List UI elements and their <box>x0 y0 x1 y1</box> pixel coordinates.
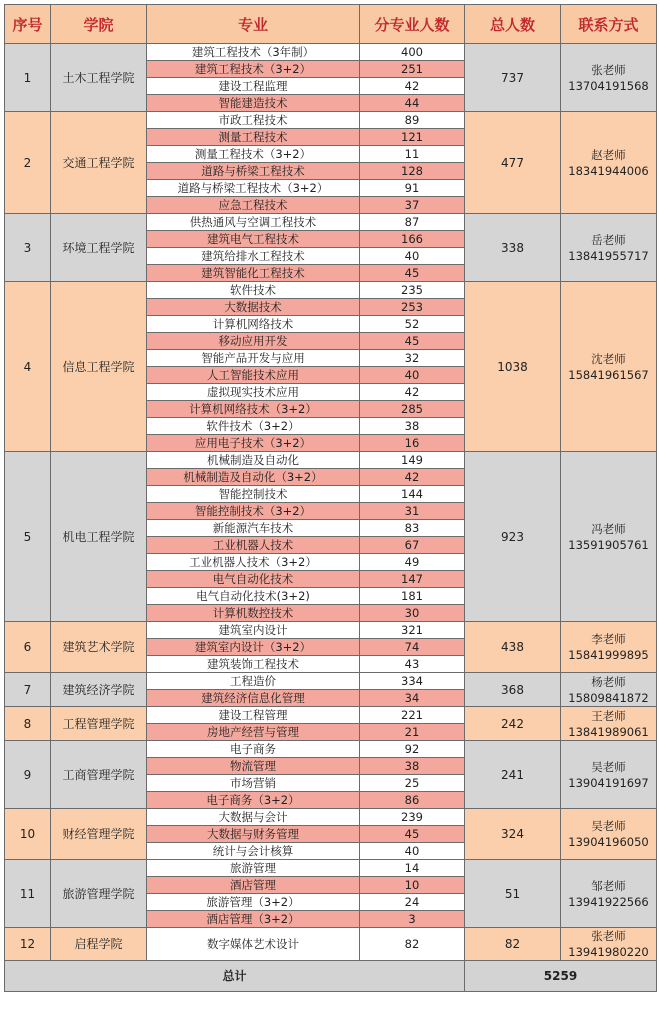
major-count-cell: 21 <box>360 724 465 741</box>
major-count-cell: 40 <box>360 843 465 860</box>
college-cell: 交通工程学院 <box>51 112 147 214</box>
college-cell: 工商管理学院 <box>51 741 147 809</box>
table-row <box>5 282 657 299</box>
header-contact: 联系方式 <box>561 5 657 44</box>
major-cell: 机械制造及自动化 <box>147 452 360 469</box>
table-row <box>5 622 657 639</box>
contact-teacher: 杨老师 <box>591 674 626 689</box>
major-cell: 建筑工程技术（3年制） <box>147 44 360 61</box>
major-cell: 工业机器人技术 <box>147 537 360 554</box>
major-count-cell: 42 <box>360 78 465 95</box>
major-count-cell: 82 <box>360 928 465 961</box>
major-count-cell: 253 <box>360 299 465 316</box>
major-count-cell: 10 <box>360 877 465 894</box>
major-count-cell: 40 <box>360 248 465 265</box>
header-row <box>5 5 657 44</box>
contact-phone: 18341944006 <box>568 163 649 178</box>
major-count-cell: 235 <box>360 282 465 299</box>
contact-cell <box>561 622 657 673</box>
major-count-cell: 38 <box>360 758 465 775</box>
total-count-cell: 324 <box>465 809 561 860</box>
seq-cell: 2 <box>5 112 51 214</box>
major-cell: 软件技术 <box>147 282 360 299</box>
college-cell: 建筑艺术学院 <box>51 622 147 673</box>
total-count-cell: 82 <box>465 928 561 961</box>
major-cell: 虚拟现实技术应用 <box>147 384 360 401</box>
major-cell: 计算机网络技术 <box>147 316 360 333</box>
total-count-cell: 477 <box>465 112 561 214</box>
major-count-cell: 52 <box>360 316 465 333</box>
major-count-cell: 128 <box>360 163 465 180</box>
major-cell: 智能控制技术 <box>147 486 360 503</box>
total-count-cell: 923 <box>465 452 561 622</box>
major-count-cell: 334 <box>360 673 465 690</box>
college-cell: 工程管理学院 <box>51 707 147 741</box>
total-count-cell: 241 <box>465 741 561 809</box>
contact-cell <box>561 809 657 860</box>
contact-cell <box>561 707 657 741</box>
header-major-count: 分专业人数 <box>360 5 465 44</box>
major-cell: 大数据与会计 <box>147 809 360 826</box>
header-major: 专业 <box>147 5 360 44</box>
header-college: 学院 <box>51 5 147 44</box>
total-row <box>5 961 657 992</box>
contact-phone: 13591905761 <box>568 537 649 552</box>
table-row <box>5 741 657 758</box>
major-count-cell: 45 <box>360 265 465 282</box>
total-count-cell: 438 <box>465 622 561 673</box>
major-count-cell: 67 <box>360 537 465 554</box>
major-count-cell: 45 <box>360 333 465 350</box>
seq-cell: 8 <box>5 707 51 741</box>
seq-cell: 12 <box>5 928 51 961</box>
major-count-cell: 31 <box>360 503 465 520</box>
major-cell: 酒店管理 <box>147 877 360 894</box>
major-cell: 智能控制技术（3+2） <box>147 503 360 520</box>
major-cell: 应用电子技术（3+2） <box>147 435 360 452</box>
contact-teacher: 吴老师 <box>591 759 626 774</box>
contact-teacher: 张老师 <box>591 929 626 943</box>
major-count-cell: 285 <box>360 401 465 418</box>
major-count-cell: 181 <box>360 588 465 605</box>
major-cell: 计算机数控技术 <box>147 605 360 622</box>
major-count-cell: 11 <box>360 146 465 163</box>
major-count-cell: 91 <box>360 180 465 197</box>
seq-cell: 4 <box>5 282 51 452</box>
enrollment-table <box>4 4 657 992</box>
total-count-cell: 1038 <box>465 282 561 452</box>
seq-cell: 11 <box>5 860 51 928</box>
contact-cell <box>561 214 657 282</box>
contact-teacher: 邹老师 <box>591 878 626 893</box>
seq-cell: 1 <box>5 44 51 112</box>
major-cell: 电气自动化技术 <box>147 571 360 588</box>
seq-cell: 7 <box>5 673 51 707</box>
table-row <box>5 112 657 129</box>
major-cell: 智能建造技术 <box>147 95 360 112</box>
major-cell: 统计与会计核算 <box>147 843 360 860</box>
major-cell: 建筑给排水工程技术 <box>147 248 360 265</box>
major-cell: 建筑装饰工程技术 <box>147 656 360 673</box>
major-cell: 大数据技术 <box>147 299 360 316</box>
major-count-cell: 251 <box>360 61 465 78</box>
total-count-cell: 51 <box>465 860 561 928</box>
major-cell: 大数据与财务管理 <box>147 826 360 843</box>
contact-phone: 15841999895 <box>568 648 649 662</box>
college-cell: 财经管理学院 <box>51 809 147 860</box>
major-count-cell: 89 <box>360 112 465 129</box>
college-cell: 建筑经济学院 <box>51 673 147 707</box>
major-cell: 数字媒体艺术设计 <box>147 928 360 961</box>
major-cell: 市场营销 <box>147 775 360 792</box>
contact-phone: 13904191697 <box>568 775 649 790</box>
major-count-cell: 32 <box>360 350 465 367</box>
major-cell: 计算机网络技术（3+2） <box>147 401 360 418</box>
major-count-cell: 74 <box>360 639 465 656</box>
contact-teacher: 李老师 <box>591 632 626 646</box>
table-body <box>5 44 657 961</box>
table-row <box>5 452 657 469</box>
major-count-cell: 44 <box>360 95 465 112</box>
major-cell: 建筑工程技术（3+2） <box>147 61 360 78</box>
major-count-cell: 24 <box>360 894 465 911</box>
seq-cell: 6 <box>5 622 51 673</box>
major-count-cell: 86 <box>360 792 465 809</box>
major-count-cell: 42 <box>360 469 465 486</box>
major-count-cell: 30 <box>360 605 465 622</box>
table-row <box>5 707 657 724</box>
major-cell: 应急工程技术 <box>147 197 360 214</box>
major-cell: 旅游管理（3+2） <box>147 894 360 911</box>
contact-cell <box>561 44 657 112</box>
contact-cell <box>561 673 657 707</box>
contact-phone: 13841955717 <box>568 248 649 263</box>
major-cell: 电气自动化技术(3+2) <box>147 588 360 605</box>
contact-phone: 13904196050 <box>568 835 649 849</box>
contact-cell <box>561 741 657 809</box>
contact-teacher: 王老师 <box>591 708 626 723</box>
total-count-cell: 242 <box>465 707 561 741</box>
college-cell: 环境工程学院 <box>51 214 147 282</box>
major-count-cell: 25 <box>360 775 465 792</box>
major-cell: 移动应用开发 <box>147 333 360 350</box>
major-count-cell: 37 <box>360 197 465 214</box>
seq-cell: 10 <box>5 809 51 860</box>
major-count-cell: 92 <box>360 741 465 758</box>
major-cell: 测量工程技术 <box>147 129 360 146</box>
contact-cell <box>561 112 657 214</box>
major-cell: 旅游管理 <box>147 860 360 877</box>
major-cell: 道路与桥梁工程技术（3+2） <box>147 180 360 197</box>
table-row <box>5 860 657 877</box>
major-cell: 市政工程技术 <box>147 112 360 129</box>
college-cell: 土木工程学院 <box>51 44 147 112</box>
contact-cell <box>561 452 657 622</box>
contact-phone: 15841961567 <box>568 367 649 382</box>
contact-teacher: 张老师 <box>591 62 626 77</box>
major-cell: 建设工程监理 <box>147 78 360 95</box>
enrollment-table-container <box>4 4 656 992</box>
major-count-cell: 3 <box>360 911 465 928</box>
contact-cell <box>561 928 657 961</box>
contact-teacher: 沈老师 <box>591 351 626 366</box>
major-count-cell: 40 <box>360 367 465 384</box>
total-count-cell: 368 <box>465 673 561 707</box>
major-cell: 新能源汽车技术 <box>147 520 360 537</box>
table-row <box>5 809 657 826</box>
major-cell: 智能产品开发与应用 <box>147 350 360 367</box>
table-row <box>5 928 657 961</box>
seq-cell: 5 <box>5 452 51 622</box>
major-count-cell: 87 <box>360 214 465 231</box>
header-total-count: 总人数 <box>465 5 561 44</box>
major-count-cell: 239 <box>360 809 465 826</box>
contact-teacher: 岳老师 <box>591 232 626 247</box>
contact-cell <box>561 282 657 452</box>
table-row <box>5 214 657 231</box>
contact-phone: 13941980220 <box>568 945 649 959</box>
contact-teacher: 赵老师 <box>591 147 626 162</box>
major-cell: 电子商务（3+2） <box>147 792 360 809</box>
major-cell: 软件技术（3+2） <box>147 418 360 435</box>
total-value: 5259 <box>465 961 657 992</box>
major-count-cell: 49 <box>360 554 465 571</box>
major-count-cell: 400 <box>360 44 465 61</box>
major-cell: 工程造价 <box>147 673 360 690</box>
contact-phone: 13941922566 <box>568 894 649 909</box>
major-cell: 电子商务 <box>147 741 360 758</box>
major-cell: 测量工程技术（3+2） <box>147 146 360 163</box>
seq-cell: 9 <box>5 741 51 809</box>
major-cell: 物流管理 <box>147 758 360 775</box>
major-cell: 机械制造及自动化（3+2） <box>147 469 360 486</box>
major-cell: 工业机器人技术（3+2） <box>147 554 360 571</box>
contact-teacher: 吴老师 <box>591 819 626 833</box>
header-seq: 序号 <box>5 5 51 44</box>
major-cell: 建筑电气工程技术 <box>147 231 360 248</box>
table-row <box>5 673 657 690</box>
major-count-cell: 166 <box>360 231 465 248</box>
major-cell: 供热通风与空调工程技术 <box>147 214 360 231</box>
contact-cell <box>561 860 657 928</box>
major-cell: 建筑智能化工程技术 <box>147 265 360 282</box>
total-count-cell: 737 <box>465 44 561 112</box>
college-cell: 信息工程学院 <box>51 282 147 452</box>
contact-phone: 15809841872 <box>568 690 649 705</box>
seq-cell: 3 <box>5 214 51 282</box>
contact-teacher: 冯老师 <box>591 521 626 536</box>
major-count-cell: 43 <box>360 656 465 673</box>
major-cell: 房地产经营与管理 <box>147 724 360 741</box>
major-count-cell: 34 <box>360 690 465 707</box>
major-cell: 酒店管理（3+2） <box>147 911 360 928</box>
major-count-cell: 45 <box>360 826 465 843</box>
major-cell: 建筑室内设计 <box>147 622 360 639</box>
major-cell: 建筑室内设计（3+2） <box>147 639 360 656</box>
major-cell: 建设工程管理 <box>147 707 360 724</box>
major-count-cell: 321 <box>360 622 465 639</box>
major-cell: 建筑经济信息化管理 <box>147 690 360 707</box>
table-row <box>5 44 657 61</box>
major-count-cell: 121 <box>360 129 465 146</box>
major-count-cell: 42 <box>360 384 465 401</box>
major-count-cell: 16 <box>360 435 465 452</box>
college-cell: 启程学院 <box>51 928 147 961</box>
college-cell: 旅游管理学院 <box>51 860 147 928</box>
major-count-cell: 14 <box>360 860 465 877</box>
major-count-cell: 147 <box>360 571 465 588</box>
major-cell: 人工智能技术应用 <box>147 367 360 384</box>
contact-phone: 13841989061 <box>568 724 649 739</box>
major-count-cell: 38 <box>360 418 465 435</box>
college-cell: 机电工程学院 <box>51 452 147 622</box>
total-label: 总计 <box>5 961 465 992</box>
total-count-cell: 338 <box>465 214 561 282</box>
major-count-cell: 221 <box>360 707 465 724</box>
major-count-cell: 149 <box>360 452 465 469</box>
major-count-cell: 83 <box>360 520 465 537</box>
contact-phone: 13704191568 <box>568 78 649 93</box>
major-cell: 道路与桥梁工程技术 <box>147 163 360 180</box>
major-count-cell: 144 <box>360 486 465 503</box>
